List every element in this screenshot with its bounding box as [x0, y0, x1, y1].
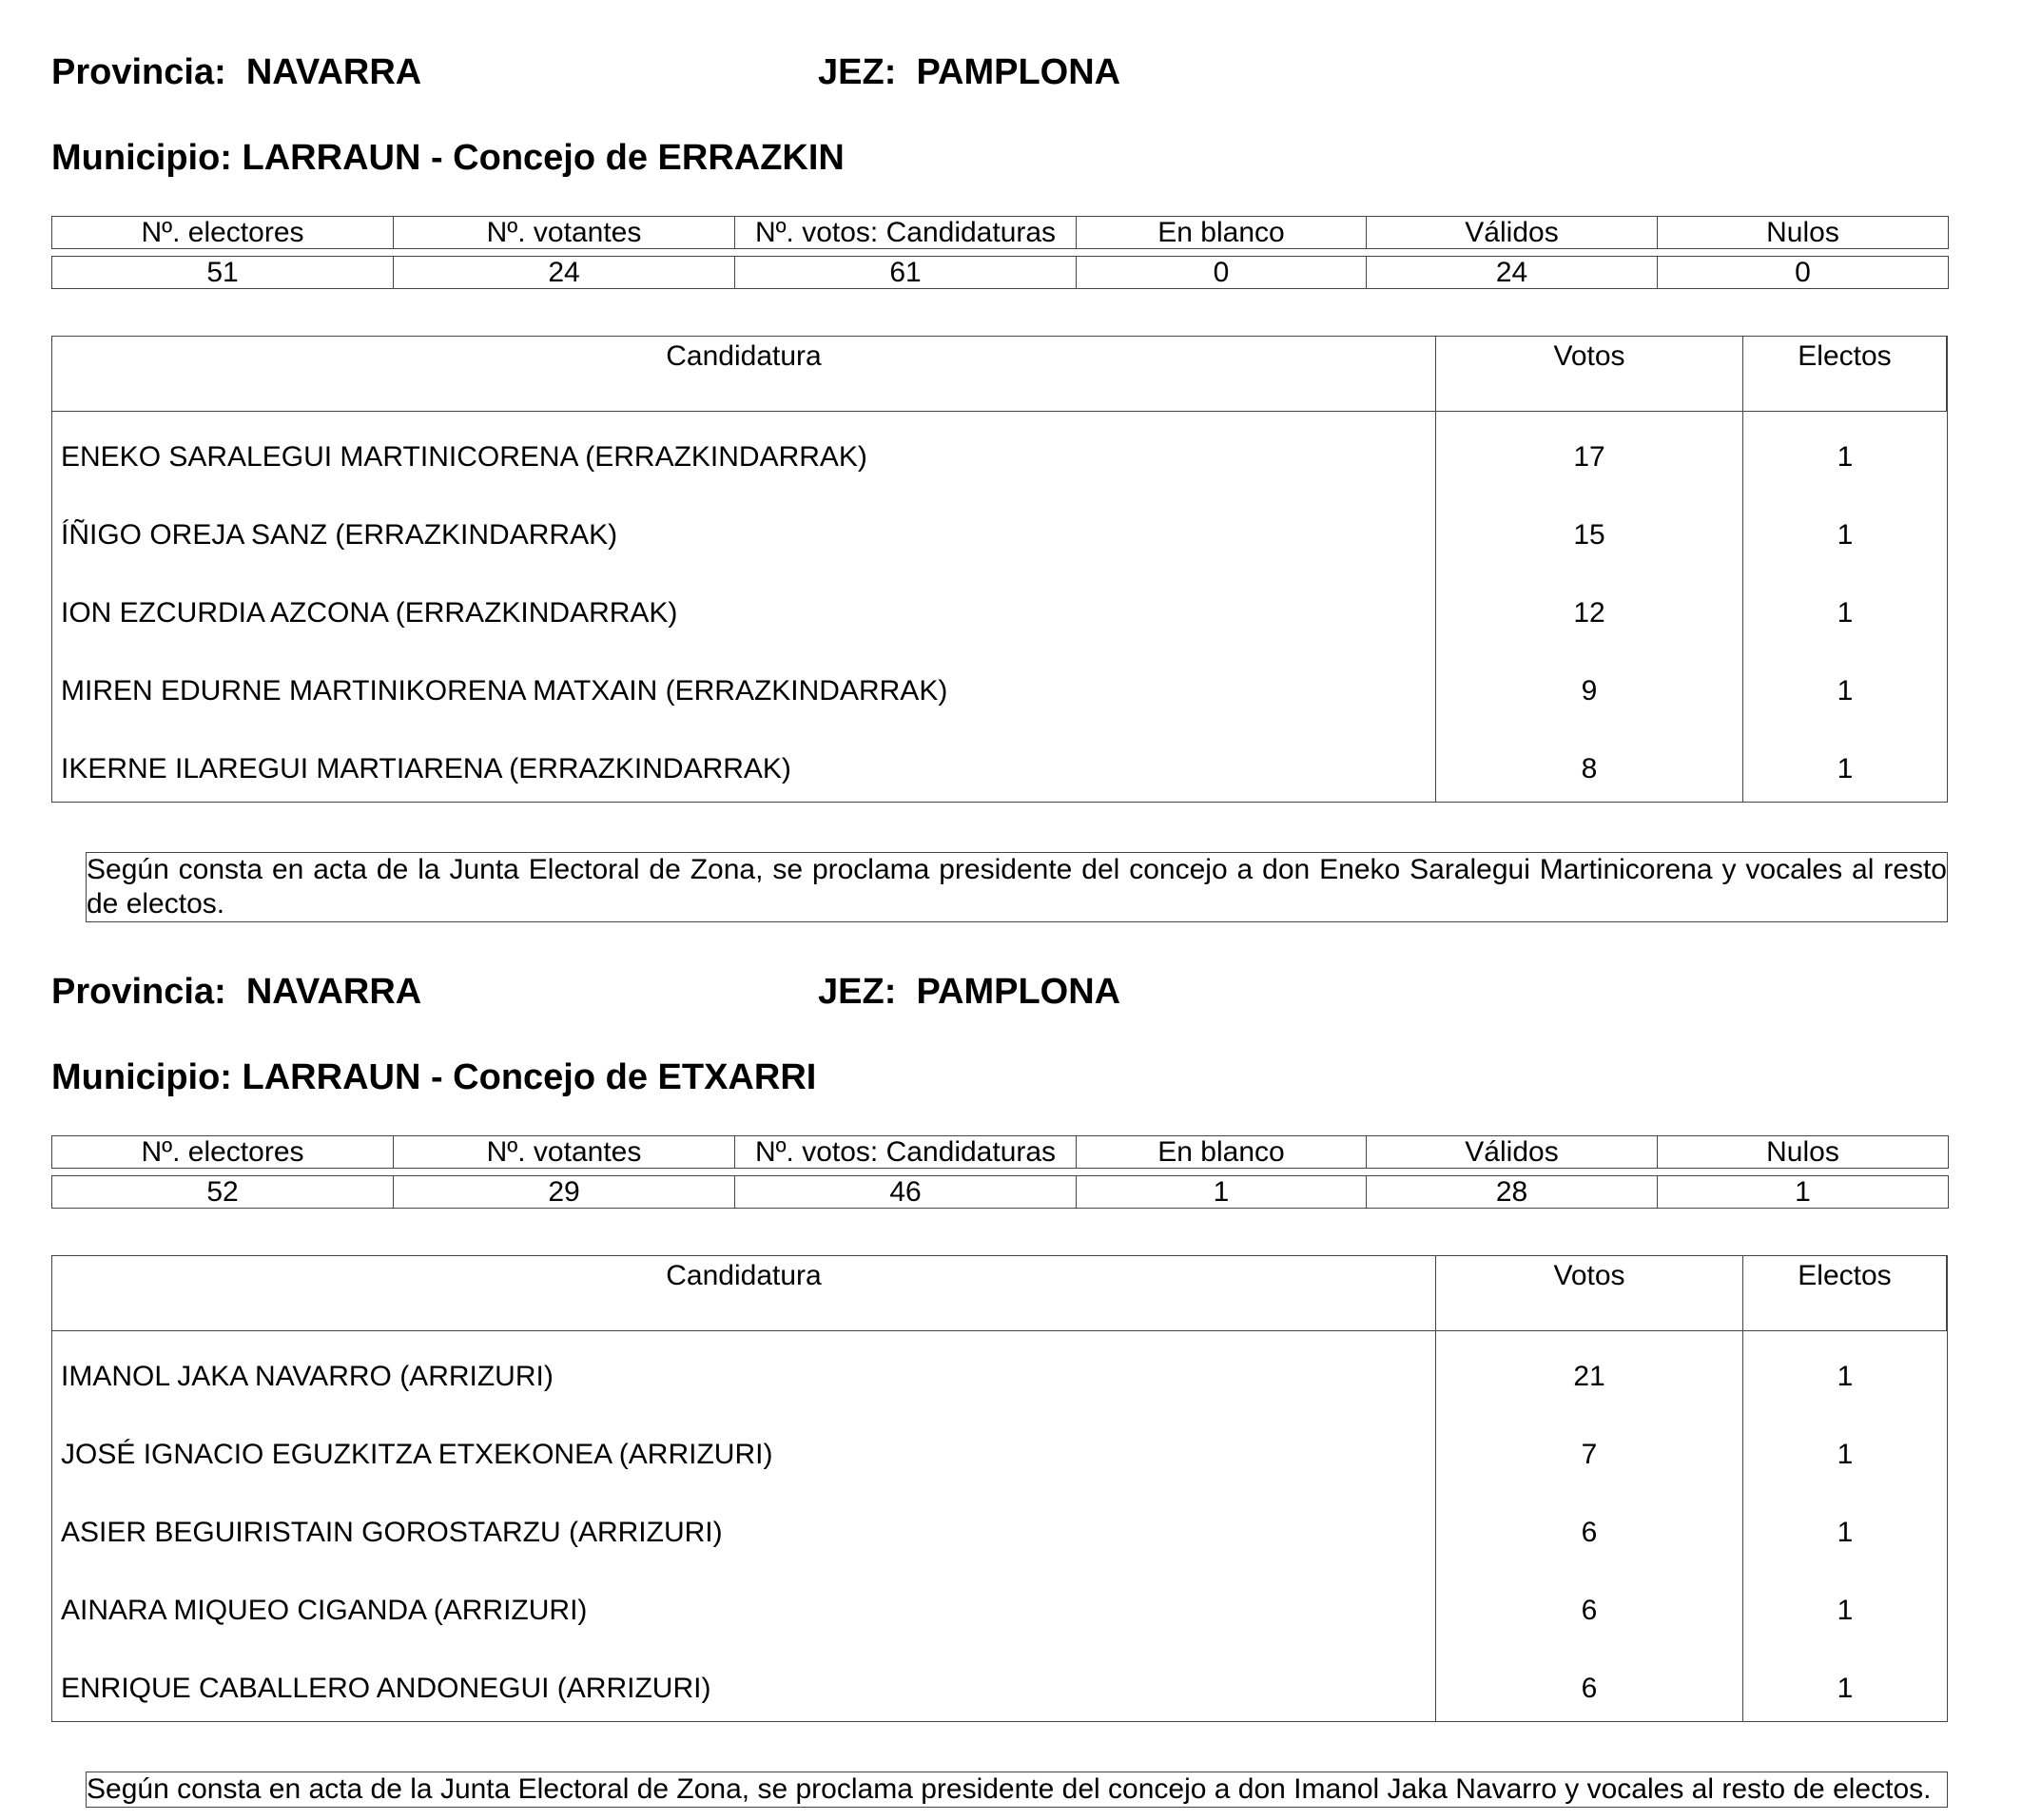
stats-value-en-blanco: 1 [1077, 1176, 1367, 1209]
stats-value-nulos: 0 [1658, 257, 1949, 289]
candidate-votes: 15 [1436, 490, 1743, 568]
stats-header-votos-candidaturas: Nº. votos: Candidaturas [735, 1136, 1077, 1169]
candidate-name: ENRIQUE CABALLERO ANDONEGUI (ARRIZURI) [52, 1643, 1436, 1721]
votos-header: Votos [1436, 337, 1743, 411]
stats-header-nulos: Nulos [1658, 217, 1949, 249]
candidate-votes: 12 [1436, 568, 1743, 646]
candidate-name: IKERNE ILAREGUI MARTIARENA (ERRAZKINDARRAK) [52, 724, 1436, 802]
municipio-value: LARRAUN - Concejo de ETXARRI [242, 1057, 817, 1097]
jez-heading [818, 971, 1120, 1013]
provincia-label: Provincia: [51, 972, 226, 1012]
municipio-label: Municipio: [51, 138, 232, 178]
candidate-elected: 1 [1837, 1595, 1854, 1626]
stats-header-table [51, 1135, 1949, 1169]
table-row [52, 1565, 1947, 1643]
stats-value-votos-candidaturas: 46 [735, 1176, 1077, 1209]
stats-value-nulos: 1 [1658, 1176, 1949, 1209]
candidate-elected: 1 [1837, 597, 1854, 629]
stats-value-votos-candidaturas: 61 [735, 257, 1077, 289]
provincia-label: Provincia: [51, 52, 226, 92]
stats-value-validos: 24 [1367, 257, 1658, 289]
municipio-heading [51, 137, 845, 179]
stats-header-nulos: Nulos [1658, 1136, 1949, 1169]
candidate-votes: 17 [1436, 412, 1743, 490]
jez-value: PAMPLONA [916, 972, 1121, 1012]
provincia-value: NAVARRA [245, 972, 422, 1012]
provincia-heading [51, 971, 421, 1013]
candidate-name: ASIER BEGUIRISTAIN GOROSTARZU (ARRIZURI) [52, 1487, 1436, 1565]
candidate-elected: 1 [1837, 519, 1854, 551]
votos-header: Votos [1436, 1256, 1743, 1330]
table-row [52, 646, 1947, 724]
candidate-votes: 8 [1436, 724, 1743, 802]
stats-header-en-blanco: En blanco [1077, 217, 1367, 249]
jez-heading [818, 51, 1120, 93]
candidate-votes: 6 [1436, 1643, 1743, 1721]
candidate-votes: 6 [1436, 1487, 1743, 1565]
electos-header: Electos [1743, 1256, 1947, 1330]
table-row [52, 490, 1947, 568]
candidate-elected: 1 [1837, 1673, 1854, 1704]
candidate-elected: 1 [1837, 1361, 1854, 1392]
stats-header-validos: Válidos [1367, 1136, 1658, 1169]
provincia-heading [51, 51, 421, 93]
municipio-heading [51, 1056, 816, 1098]
candidate-name: ÍÑIGO OREJA SANZ (ERRAZKINDARRAK) [52, 490, 1436, 568]
candidate-elected: 1 [1837, 675, 1854, 707]
candidates-table [51, 1255, 1948, 1722]
stats-value-en-blanco: 0 [1077, 257, 1367, 289]
municipio-label: Municipio: [51, 1057, 232, 1097]
table-row [52, 1331, 1947, 1409]
stats-value-votantes: 24 [394, 257, 735, 289]
table-row [52, 568, 1947, 646]
candidate-name: MIREN EDURNE MARTINIKORENA MATXAIN (ERRAZKINDARRAK) [52, 646, 1436, 724]
candidate-votes: 7 [1436, 1409, 1743, 1487]
table-row [52, 412, 1947, 490]
jez-label: JEZ: [818, 52, 897, 92]
stats-header-votos-candidaturas: Nº. votos: Candidaturas [735, 217, 1077, 249]
candidate-votes: 6 [1436, 1565, 1743, 1643]
candidate-name: JOSÉ IGNACIO EGUZKITZA ETXEKONEA (ARRIZURI) [52, 1409, 1436, 1487]
table-row [52, 1487, 1947, 1565]
stats-header-electores: Nº. electores [52, 217, 394, 249]
stats-header-table [51, 216, 1949, 249]
stats-values-table [51, 1175, 1949, 1209]
electos-header: Electos [1743, 337, 1947, 411]
candidates-header-row [52, 337, 1947, 412]
candidate-votes: 21 [1436, 1331, 1743, 1409]
candidate-elected: 1 [1837, 441, 1854, 473]
candidates-header-row [52, 1256, 1947, 1331]
proclamation-note: Según consta en acta de la Junta Electoral de Zona, se proclama presidente del concejo a don Imanol Jaka Navarro y vocales al resto de electos. [86, 1772, 1948, 1808]
stats-value-votantes: 29 [394, 1176, 735, 1209]
stats-value-electores: 51 [52, 257, 394, 289]
candidate-elected: 1 [1837, 753, 1854, 784]
candidatura-header: Candidatura [52, 1256, 1436, 1330]
provincia-value: NAVARRA [245, 52, 422, 92]
jez-label: JEZ: [818, 972, 897, 1012]
candidate-name: ION EZCURDIA AZCONA (ERRAZKINDARRAK) [52, 568, 1436, 646]
stats-header-votantes: Nº. votantes [394, 1136, 735, 1169]
table-row [52, 1409, 1947, 1487]
stats-header-votantes: Nº. votantes [394, 217, 735, 249]
table-row [52, 724, 1947, 802]
proclamation-note: Según consta en acta de la Junta Electoral de Zona, se proclama presidente del concejo a don Eneko Saralegui Martinicorena y vocales al resto de electos. [86, 852, 1948, 922]
candidate-elected: 1 [1837, 1517, 1854, 1548]
candidate-name: AINARA MIQUEO CIGANDA (ARRIZURI) [52, 1565, 1436, 1643]
stats-value-validos: 28 [1367, 1176, 1658, 1209]
candidate-name: IMANOL JAKA NAVARRO (ARRIZURI) [52, 1331, 1436, 1409]
stats-value-electores: 52 [52, 1176, 394, 1209]
candidate-elected: 1 [1837, 1439, 1854, 1470]
candidatura-header: Candidatura [52, 337, 1436, 411]
stats-values-table [51, 256, 1949, 289]
stats-header-validos: Válidos [1367, 217, 1658, 249]
stats-header-electores: Nº. electores [52, 1136, 394, 1169]
table-row [52, 1643, 1947, 1721]
jez-value: PAMPLONA [916, 52, 1121, 92]
candidate-name: ENEKO SARALEGUI MARTINICORENA (ERRAZKINDARRAK) [52, 412, 1436, 490]
stats-header-en-blanco: En blanco [1077, 1136, 1367, 1169]
candidate-votes: 9 [1436, 646, 1743, 724]
municipio-value: LARRAUN - Concejo de ERRAZKIN [242, 138, 845, 178]
candidates-table [51, 336, 1948, 803]
